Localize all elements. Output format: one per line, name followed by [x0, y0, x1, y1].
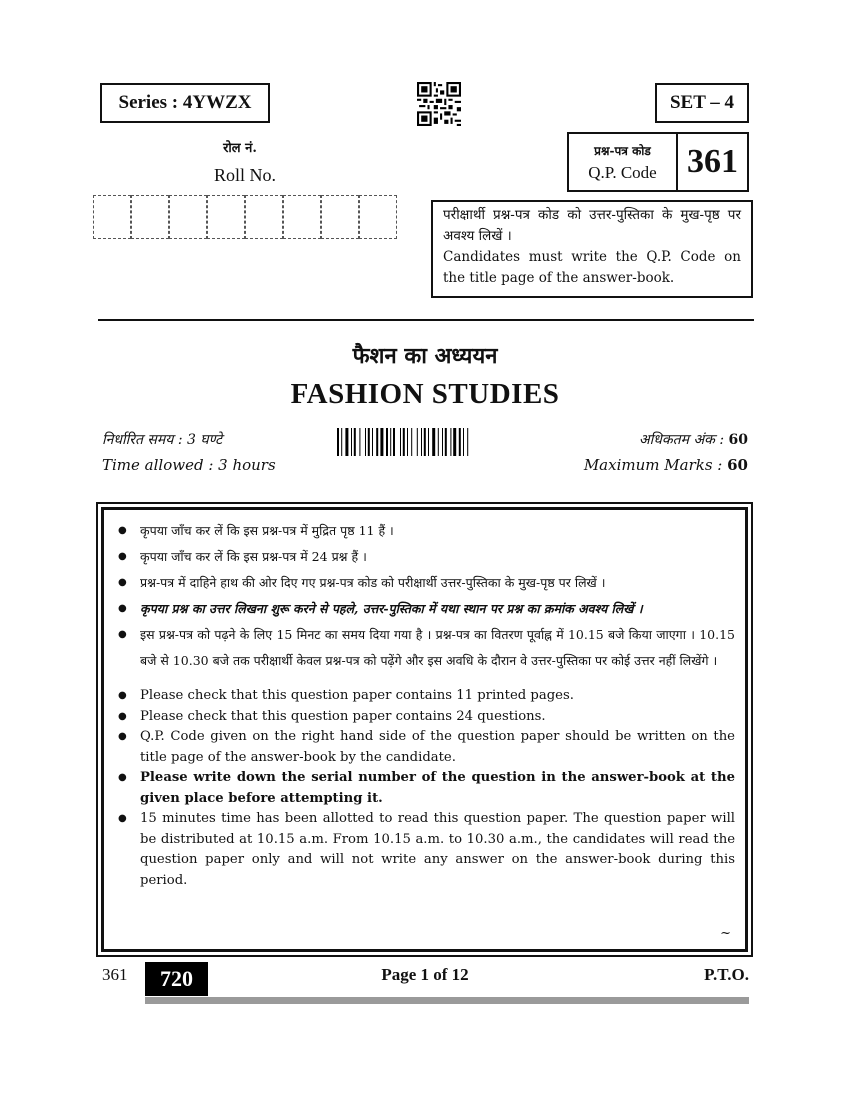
- time-allowed: Time allowed : 3 hours: [102, 456, 276, 474]
- qp-code-label: [569, 134, 678, 190]
- roll-digit-box[interactable]: [207, 195, 245, 239]
- roll-number-boxes[interactable]: [93, 195, 397, 239]
- roll-digit-box[interactable]: [283, 195, 321, 239]
- instruction-item-hindi: ● प्रश्न-पत्र में दाहिने हाथ की ओर दिए गए प्रश्न-पत्र कोड को परीक्षार्थी उत्तर-पुस्तिका के मुख-पृष्ठ पर लिखें ।: [114, 570, 735, 596]
- time-allowed-hindi: निर्धारित समय : 3 घण्टे: [102, 432, 223, 448]
- series-label: Series : 4YWZX: [100, 83, 270, 123]
- set-label: SET – 4: [655, 83, 749, 123]
- qp-code-box: [567, 132, 749, 192]
- maximum-marks-hindi-value: 60: [728, 432, 748, 448]
- roll-label: Roll No.: [213, 165, 276, 185]
- pto-label: P.T.O.: [704, 965, 749, 984]
- maximum-marks-value: 60: [727, 456, 748, 474]
- header-divider: [98, 319, 754, 321]
- barcode-icon: [337, 428, 513, 456]
- roll-digit-box[interactable]: [359, 195, 397, 239]
- instruction-item: ● Please check that this question paper contains 11 printed pages.: [114, 686, 735, 707]
- tilde-mark: ~: [720, 926, 731, 941]
- instruction-item: ● Please check that this question paper contains 24 questions.: [114, 707, 735, 728]
- instruction-item: ● 15 minutes time has been allotted to read this question paper. The question paper will be distributed at 10.15 a.m. From 10.15 a.m. to 10.30 a.m., the candidates will read the question paper only and will not write any answer on the answer-book during this period.: [114, 809, 735, 891]
- instructions-english-list: [114, 686, 735, 891]
- instruction-item-hindi: ● इस प्रश्न-पत्र को पढ़ने के लिए 15 मिनट का समय दिया गया है । प्रश्न-पत्र का वितरण पूर्वाह्न में 10.15 बजे किया जाएगा । 10.15 बजे से 10.30 बजे तक परीक्षार्थी केवल प्रश्न-पत्र को पढ़ेंगे और इस अवधि के दौरान वे उत्तर-पुस्तिका पर कोई उत्तर नहीं लिखेंगे ।: [114, 622, 735, 674]
- roll-digit-box[interactable]: [321, 195, 359, 239]
- qp-code-label-english: Q.P. Code: [588, 162, 657, 182]
- qp-code-note: [431, 200, 753, 298]
- roll-digit-box[interactable]: [245, 195, 283, 239]
- instruction-item-hindi: ● कृपया जाँच कर लें कि इस प्रश्न-पत्र में 24 प्रश्न हैं ।: [114, 544, 735, 570]
- instructions-box: [101, 507, 748, 952]
- footer-qp-code: 361: [102, 965, 128, 984]
- qr-code-icon: [417, 82, 461, 126]
- instruction-item-hindi: ● कृपया जाँच कर लें कि इस प्रश्न-पत्र में मुद्रित पृष्ठ 11 हैं ।: [114, 518, 735, 544]
- qp-code-note-english: Candidates must write the Q.P. Code on the title page of the answer-book.: [443, 249, 741, 286]
- instructions-hindi-list: [114, 518, 735, 674]
- maximum-marks-label: Maximum Marks :: [583, 456, 728, 474]
- page-number: Page 1 of 12: [381, 965, 469, 984]
- maximum-marks-hindi-label: अधिकतम अंक :: [638, 432, 729, 448]
- maximum-marks-hindi: [639, 430, 748, 449]
- footer-bar: [145, 997, 749, 1004]
- instruction-item: ● Please write down the serial number of the question in the answer-book at the given place before attempting it.: [114, 768, 735, 809]
- roll-digit-box[interactable]: [93, 195, 131, 239]
- qp-code-note-hindi: परीक्षार्थी प्रश्न-पत्र कोड को उत्तर-पुस्तिका के मुख-पृष्ठ पर अवश्य लिखें ।: [443, 207, 741, 244]
- subject-title-hindi: फैशन का अध्ययन: [352, 343, 498, 369]
- qp-code-number: 361: [687, 143, 738, 180]
- roll-digit-box[interactable]: [169, 195, 207, 239]
- roll-label-hindi: रोल नं.: [223, 141, 257, 156]
- qp-code-label-hindi: प्रश्न-पत्र कोड: [594, 143, 651, 158]
- subject-title: FASHION STUDIES: [290, 378, 560, 410]
- footer-number-box: 720: [145, 962, 208, 996]
- roll-digit-box[interactable]: [131, 195, 169, 239]
- instruction-item: ● Q.P. Code given on the right hand side of the question paper should be written on the title page of the answer-book by the candidate.: [114, 727, 735, 768]
- instruction-item-hindi: ● कृपया प्रश्न का उत्तर लिखना शुरू करने से पहले, उत्तर-पुस्तिका में यथा स्थान पर प्रश्न का क्रमांक अवश्य लिखें ।: [114, 596, 735, 622]
- maximum-marks: [584, 456, 748, 474]
